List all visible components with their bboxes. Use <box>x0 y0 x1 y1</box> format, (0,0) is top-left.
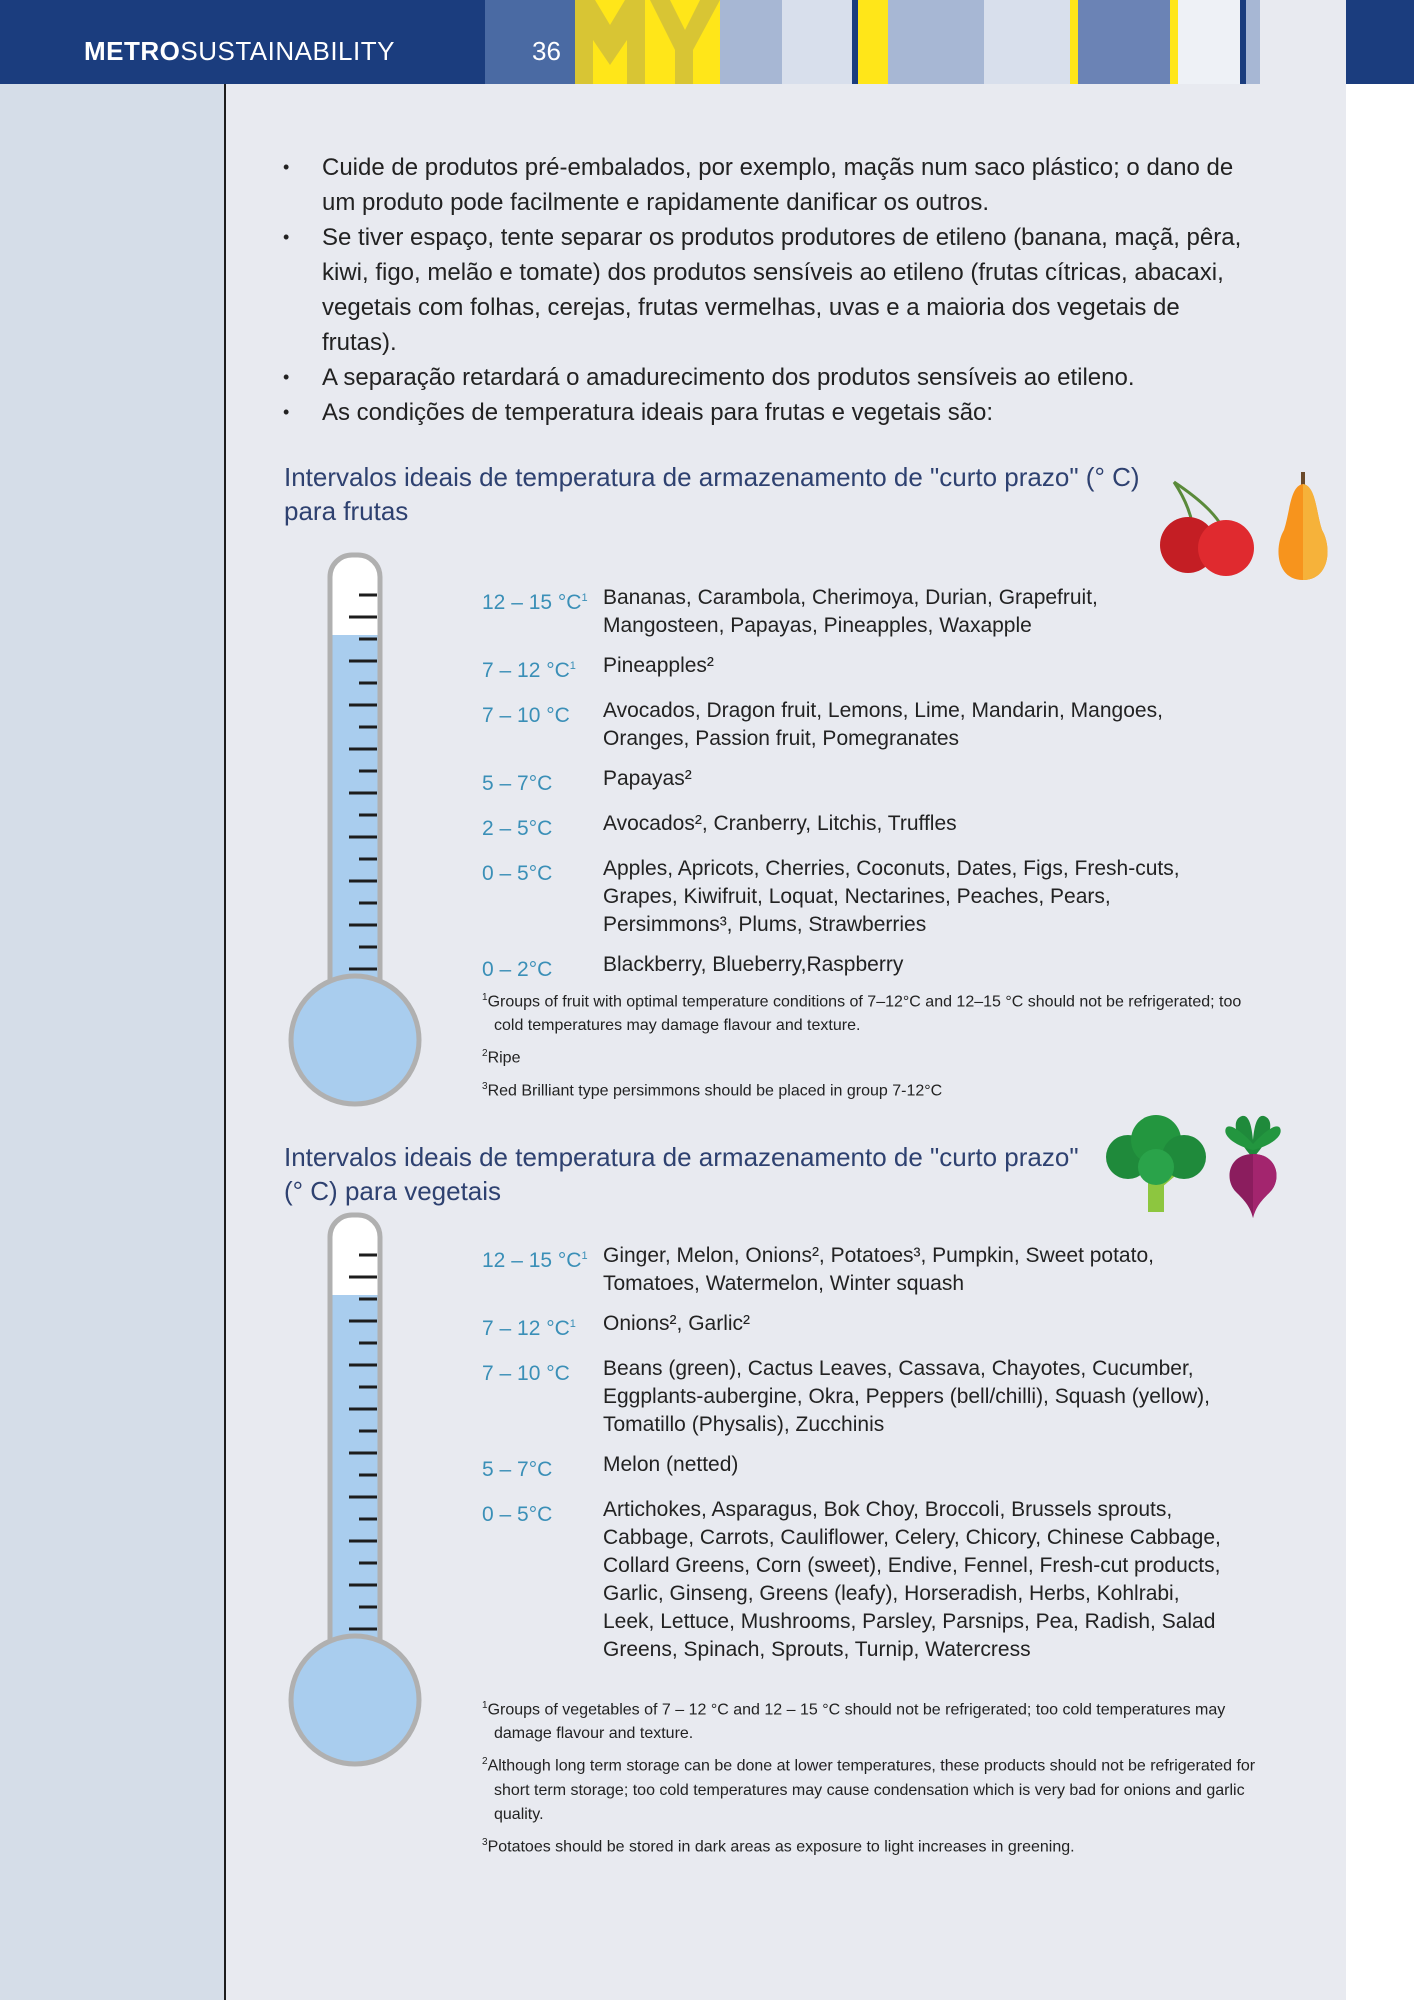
fruits-thermometer <box>287 550 417 1115</box>
thermometer-graphic <box>287 1210 427 1770</box>
produce-list: Beans (green), Cactus Leaves, Cassava, Chayotes, Cucumber, Eggplants-aubergine, Okra, Peppers (bell/chilli), Squash (yellow), Tomatillo (Physalis), Zucchinis <box>603 1357 1210 1436</box>
header-stripe <box>1246 0 1260 84</box>
fruits-footnotes <box>482 986 1242 1107</box>
header-stripe <box>888 0 984 84</box>
temperature-range: 5 – 7°C <box>482 772 553 795</box>
margin-divider <box>224 84 226 2000</box>
vegetables-footnotes <box>482 1694 1272 1863</box>
temperature-range: 0 – 5°C <box>482 1503 553 1526</box>
pear-icon <box>1268 472 1338 582</box>
fruits-temperature-table <box>482 584 1223 996</box>
bullet-item: • Se tiver espaço, tente separar os produtos produtores de etileno (banana, maçã, pêra, kiwi, figo, melão e tomate) dos produtos sensíveis ao etileno (frutas cítricas, abacaxi, vegetais com folhas, cerejas, frutas vermelhas, uvas e a maioria dos vegetais de frutas). <box>283 220 1243 360</box>
temperature-range: 7 – 12 $^\circ C^1$ <box>482 659 576 682</box>
header-stripe <box>984 0 1070 84</box>
header-stripe <box>1078 0 1170 84</box>
produce-list: Onions², Garlic² <box>603 1312 751 1335</box>
bullet-item: • A separação retardará o amadurecimento dos produtos sensíveis ao etileno. <box>283 360 1243 395</box>
footnote: $^1$Groups of fruit with optimal temperature conditions of 7–12°C and 12–15 °C should not be refrigerated; too cold temperatures may damage flavour and texture. <box>482 992 1242 1035</box>
table-row <box>482 1242 1223 1298</box>
produce-list: Avocados, Dragon fruit, Lemons, Lime, Mandarin, Mangoes, Oranges, Passion fruit, Pomegranates <box>603 699 1163 750</box>
header-stripe <box>858 0 888 84</box>
produce-list: Avocados², Cranberry, Litchis, Truffles <box>603 812 957 835</box>
table-row <box>482 810 1223 843</box>
vegetables-temperature-table <box>482 1242 1223 1676</box>
broccoli-icon <box>1098 1112 1213 1217</box>
temperature-range: 7 – 12 $^\circ C^1$ <box>482 1317 576 1340</box>
produce-list: Artichokes, Asparagus, Bok Choy, Broccoli, Brussels sprouts, Cabbage, Carrots, Cauliflower, Celery, Chicory, Chinese Cabbage, Collard Greens, Corn (sweet), Endive, Fennel, Fresh-cut products, Garlic, Ginseng, Greens (leafy), Horseradish, Herbs, Kohlrabi, Leek, Lettuce, Mushrooms, Parsley, Parsnips, Pea, Radish, Salad Greens, Spinach, Sprouts, Turnip, Watercress <box>603 1498 1221 1661</box>
temperature-range: 0 – 2°C <box>482 958 553 981</box>
bullet-item: • Cuide de produtos pré-embalados, por exemplo, maçãs num saco plástico; o dano de um produto pode facilmente e rapidamente danificar os outros. <box>283 150 1243 220</box>
header-stripe <box>1070 0 1078 84</box>
page-number: 36 <box>532 36 561 66</box>
footnote: $^1$Groups of vegetables of 7 – 12 °C and 12 – 15 °C should not be refrigerated; too cold temperatures may damage flavour and texture. <box>482 1700 1226 1743</box>
temperature-range: 5 – 7°C <box>482 1458 553 1481</box>
produce-list: Blackberry, Blueberry,Raspberry <box>603 953 904 976</box>
table-row <box>482 855 1223 939</box>
thermometer-graphic <box>287 550 427 1110</box>
temperature-range: 2 – 5°C <box>482 817 553 840</box>
header-decor-letters-graphic <box>575 0 720 84</box>
beetroot-icon <box>1216 1110 1291 1220</box>
temperature-range: 0 – 5°C <box>482 862 553 885</box>
table-row <box>482 1496 1223 1664</box>
temperature-range: 12 – 15 $^\circ C^1$ <box>482 1249 588 1272</box>
produce-list: Melon (netted) <box>603 1453 739 1476</box>
table-row <box>482 697 1223 753</box>
bullet-item: • As condições de temperatura ideais para frutas e vegetais são: <box>283 395 1243 430</box>
header-stripe <box>782 0 852 84</box>
temperature-range: 7 – 10 °C <box>482 1362 570 1385</box>
table-row <box>482 584 1223 640</box>
footnote: $^3$Potatoes should be stored in dark areas as exposure to light increases in greening. <box>482 1836 1075 1855</box>
cherries-icon <box>1146 470 1266 580</box>
vegetables-section-title: Intervalos ideais de temperatura de armazenamento de "curto prazo" (° C) para vegetais <box>284 1142 1079 1206</box>
table-row <box>482 652 1223 685</box>
produce-list: Pineapples² <box>603 654 714 677</box>
intro-bullets <box>283 150 1243 430</box>
header-mid-band <box>485 0 575 84</box>
fruits-section-title: Intervalos ideais de temperatura de armazenamento de "curto prazo" (° C) para frutas <box>284 462 1140 526</box>
produce-list: Apples, Apricots, Cherries, Coconuts, Dates, Figs, Fresh-cuts, Grapes, Kiwifruit, Loquat, Nectarines, Peaches, Pears, Persimmons³, Plums, Strawberries <box>603 857 1180 936</box>
header-stripe <box>720 0 782 84</box>
produce-list: Papayas² <box>603 767 692 790</box>
produce-list: Ginger, Melon, Onions², Potatoes³, Pumpkin, Sweet potato, Tomatoes, Watermelon, Winter squash <box>603 1244 1154 1295</box>
page-header <box>0 0 1414 84</box>
produce-list: Bananas, Carambola, Cherimoya, Durian, Grapefruit, Mangosteen, Papayas, Pineapples, Waxapple <box>603 586 1098 637</box>
table-row <box>482 1355 1223 1439</box>
table-row <box>482 765 1223 798</box>
table-row <box>482 951 1223 984</box>
table-row <box>482 1310 1223 1343</box>
temperature-range: 7 – 10 °C <box>482 704 570 727</box>
footnote: $^2$Although long term storage can be done at lower temperatures, these products should not be refrigerated for short term storage; too cold temperatures may cause condensation which is very bad for onions and garlic quality. <box>482 1756 1256 1823</box>
footnote: $^2$Ripe <box>482 1048 521 1067</box>
left-margin-strip <box>0 84 224 2000</box>
header-right-band <box>1346 0 1414 84</box>
temperature-range: 12 – 15 $^\circ C^1$ <box>482 591 588 614</box>
table-row <box>482 1451 1223 1484</box>
footnote: $^3$Red Brilliant type persimmons should be placed in group 7-12°C <box>482 1080 943 1099</box>
vegetables-thermometer <box>287 1210 417 1775</box>
header-stripe <box>1170 0 1178 84</box>
brand-logo: METROSUSTAINABILITY <box>84 36 395 66</box>
header-stripe <box>1178 0 1240 84</box>
